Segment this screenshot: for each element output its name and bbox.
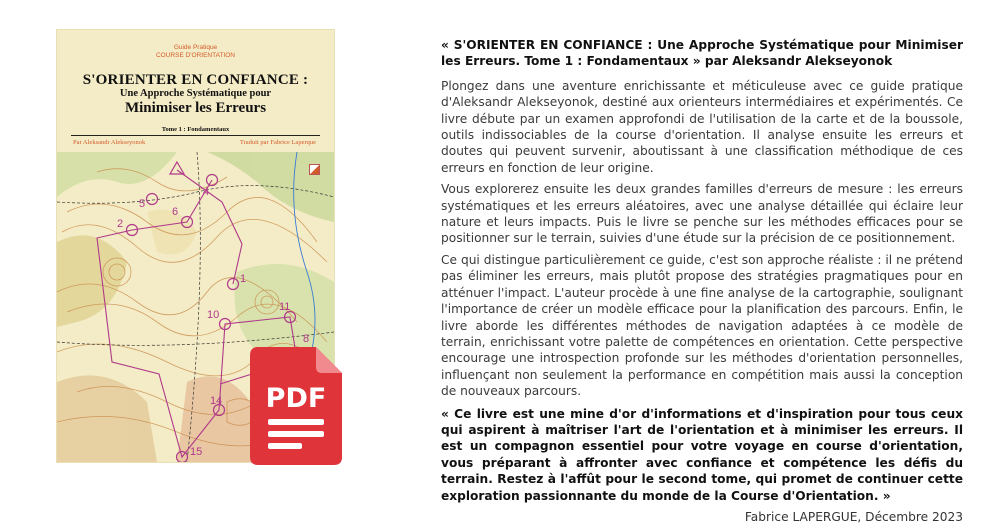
description-paragraph-2: Vous explorerez ensuite les deux grandes familles d'erreurs de mesure : les erreurs systématiques et les erreurs aléatoires, avec une analyse détaillée qui éclaire leur nature et leurs impacts. Puis le livre se penche sur les méthodes efficaces pour se positionner sur le terrain, suivies d'une étude sur la précision de ce positionnement.	[441, 182, 963, 246]
cover-tome: Tome 1 : Fondamentaux	[161, 126, 230, 133]
cover-translator: Traduit par Fabrice Laperque	[239, 139, 316, 146]
control-number-15: 15	[190, 446, 203, 458]
cover-title-main: Minimiser les Erreurs	[124, 100, 267, 116]
cover-divider	[71, 135, 320, 136]
cover-kicker: Guide Pratique	[173, 44, 218, 51]
control-number-1: 1	[240, 273, 247, 285]
description-headline: « S'ORIENTER EN CONFIANCE : Une Approche Systématique pour Minimiser les Erreurs. Tome 1 : Fondamentaux » par Aleksandr Alekseyonok	[441, 38, 963, 69]
control-number-5: 5	[139, 198, 146, 210]
control-number-11: 11	[279, 301, 291, 313]
control-number-10: 10	[207, 309, 220, 321]
description-paragraph-3: Ce qui distingue particulièrement ce guide, c'est son approche réaliste : il ne prétend pas éliminer les erreurs, mais plutôt propose des stratégies pragmatiques pour en atténuer l'impact. L'auteur procède à une fine analyse de la cartographie, soulignant l'importance de créer un modèle efficace pour la planification des parcours. Enfin, le livre aborde les différentes méthodes de navigation adaptées à ce modèle de terrain, enrichissant votre palette de compétences en orientation. Cette perspective encourage une introspection profonde sur les méthodes d'orientation personnelles, influençant non seulement la performance en compétition mais aussi la conception de nouveaux parcours.	[441, 252, 963, 399]
description-signature: Fabrice LAPERGUE, Décembre 2023	[744, 509, 963, 524]
cover-subtitle: Une Approche Systématique pour	[119, 88, 272, 99]
book-description	[441, 37, 963, 525]
cover-kicker-sport: COURSE D'ORIENTATION	[155, 52, 235, 59]
pdf-icon[interactable]	[250, 347, 342, 465]
control-number-8: 8	[303, 333, 310, 345]
cover-author: Par Aleksandr Alekseyonok	[73, 139, 146, 146]
control-number-6: 6	[172, 206, 179, 218]
map-north-mark	[309, 164, 320, 175]
cover-title: S'ORIENTER EN CONFIANCE :	[82, 72, 309, 88]
description-quote: « Ce livre est une mine d'or d'informations et d'inspiration pour tous ceux qui aspirent à maîtriser l'art de l'orientation et à minimiser les erreurs. Il est un compagnon essentiel pour votre voyage en course d'orientation, vous préparant à affronter avec confiance et compétence les défis du terrain. Restez à l'affût pour le second tome, qui promet de continuer cette exploration passionnante du monde de la Course d'Orientation. »	[441, 406, 963, 503]
pdf-icon-label: PDF	[265, 383, 327, 414]
cover-header	[57, 44, 334, 117]
control-number-2: 2	[117, 218, 124, 230]
control-number-14: 14	[210, 395, 223, 407]
description-paragraph-1: Plongez dans une aventure enrichissante et méticuleuse avec ce guide pratique d'Aleksandr Alekseyonok, destiné aux orienteurs intermédiaires et expérimentés. Ce livre débute par un examen approfondi de l'utilisation de la carte et de la boussole, outils indissociables de la course d'orientation. Il analyse ensuite les erreurs et doutes qui peuvent survenir, aboutissant à une classification méthodique de ces erreurs en fonction de leur origine.	[441, 78, 963, 175]
control-number-4: 4	[203, 186, 210, 198]
